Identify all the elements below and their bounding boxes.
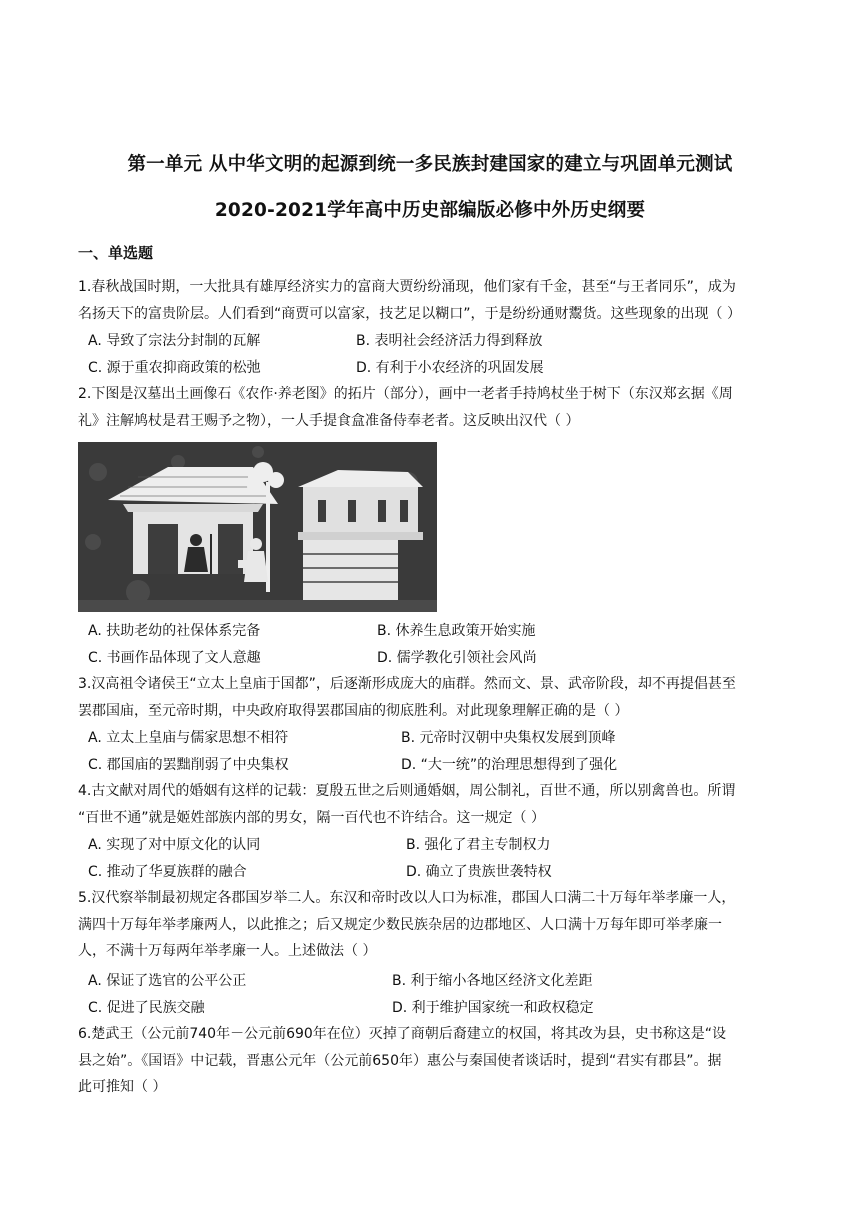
question-2-option-b: B. 休养生息政策开始实施: [377, 623, 536, 639]
question-3-option-b: B. 元帝时汉朝中央集权发展到顶峰: [401, 730, 616, 746]
question-4-line-2: “百世不通”就是姬姓部族内部的男女，隔一百代也不许结合。这一规定（ ）: [78, 809, 545, 826]
question-1-line-1: 1.春秋战国时期，一大批具有雄厚经济实力的富商大贾纷纷涌现，他们家有千金，甚至“与王者同乐”，成为: [78, 279, 736, 295]
section-heading: 一、单选题: [78, 244, 154, 262]
question-1-option-c: C. 源于重农抑商政策的松弛: [88, 360, 261, 376]
question-5-option-a: A. 保证了选官的公平公正: [88, 973, 247, 989]
question-5-line-1: 5.汉代察举制最初规定各郡国岁举二人。东汉和帝时改以人口为标准，郡国人口满二十万每年举孝廉一人，: [78, 890, 736, 906]
question-2-option-c: C. 书画作品体现了文人意趣: [88, 650, 261, 666]
question-5-option-d: D. 利于维护国家统一和政权稳定: [392, 1000, 594, 1016]
question-6-line-1: 6.楚武王（公元前740年－公元前690年在位）灭掉了商朝后裔建立的权国，将其改为县，史书称这是“设: [78, 1026, 727, 1042]
question-4-option-a: A. 实现了对中原文化的认同: [88, 837, 261, 853]
question-3-option-d: D. “大一统”的治理思想得到了强化: [401, 757, 618, 773]
question-3-option-c: C. 郡国庙的罢黜削弱了中央集权: [88, 757, 289, 773]
question-4-line-1: 4.古文献对周代的婚姻有这样的记载：夏殷五世之后则通婚姻，周公制礼，百世不通，所以别禽兽也。所谓: [78, 783, 736, 799]
question-4-option-d: D. 确立了贵族世袭特权: [406, 864, 552, 880]
question-3-stem: [78, 671, 784, 724]
question-6-line-3: 此可推知（ ）: [78, 1079, 167, 1095]
question-5-line-2: 满四十万每年举孝廉两人，以此推之；后又规定少数民族杂居的边郡地区、人口满十万每年即可举孝廉一: [78, 916, 722, 933]
question-3-line-1: 3.汉高祖令诸侯王“立太上皇庙于国都”，后逐渐形成庞大的庙群。然而文、景、武帝阶段，却不再提倡甚至: [78, 676, 736, 692]
question-2-option-a: A. 扶助老幼的社保体系完备: [88, 623, 261, 639]
question-1-option-b: B. 表明社会经济活力得到释放: [356, 333, 543, 349]
question-6-stem: [78, 1021, 784, 1101]
relief-illustration: [78, 442, 437, 612]
question-1-line-2: 名扬天下的富贵阶层。人们看到“商贾可以富家，技艺足以糊口”，于是纷纷通财鬻货。这些现象的出现（ ）: [78, 305, 741, 322]
document-subtitle: 2020-2021学年高中历史部编版必修中外历史纲要: [214, 200, 646, 221]
question-2-line-2: 礼》注解鸠杖是君王赐予之物），一人手提食盒准备侍奉老者。这反映出汉代（ ）: [78, 412, 580, 429]
question-1-stem: [78, 274, 784, 327]
question-1-option-a: A. 导致了宗法分封制的瓦解: [88, 333, 261, 349]
question-5-option-b: B. 利于缩小各地区经济文化差距: [392, 973, 593, 989]
question-2-line-1: 2.下图是汉墓出土画像石《农作·养老图》的拓片（部分），画中一老者手持鸠杖坐于树下（东汉郑玄据《周: [78, 386, 733, 402]
question-5-option-c: C. 促进了民族交融: [88, 1000, 205, 1016]
question-6-line-2: 县之始”。《国语》中记载，晋惠公元年（公元前650年）惠公与秦国使者谈话时，提到“君实有郡县”。据: [78, 1052, 722, 1069]
document-title: 第一单元 从中华文明的起源到统一多民族封建国家的建立与巩固单元测试: [127, 154, 733, 175]
question-1-option-d: D. 有利于小农经济的巩固发展: [356, 360, 544, 376]
question-2-stem: [78, 381, 784, 434]
question-5-stem: [78, 885, 784, 965]
question-5-line-3: 人，不满十万每两年举孝廉一人。上述做法（ ）: [78, 943, 377, 959]
question-4-option-b: B. 强化了君主专制权力: [406, 837, 551, 853]
question-4-stem: [78, 778, 784, 831]
question-4-option-c: C. 推动了华夏族群的融合: [88, 864, 247, 880]
question-2-option-d: D. 儒学教化引领社会风尚: [377, 650, 537, 666]
question-3-option-a: A. 立太上皇庙与儒家思想不相符: [88, 730, 289, 746]
stone-relief-rubbing-image: [78, 442, 437, 612]
question-3-line-2: 罢郡国庙，至元帝时期，中央政府取得罢郡国庙的彻底胜利。对此现象理解正确的是（ ）: [78, 702, 629, 719]
